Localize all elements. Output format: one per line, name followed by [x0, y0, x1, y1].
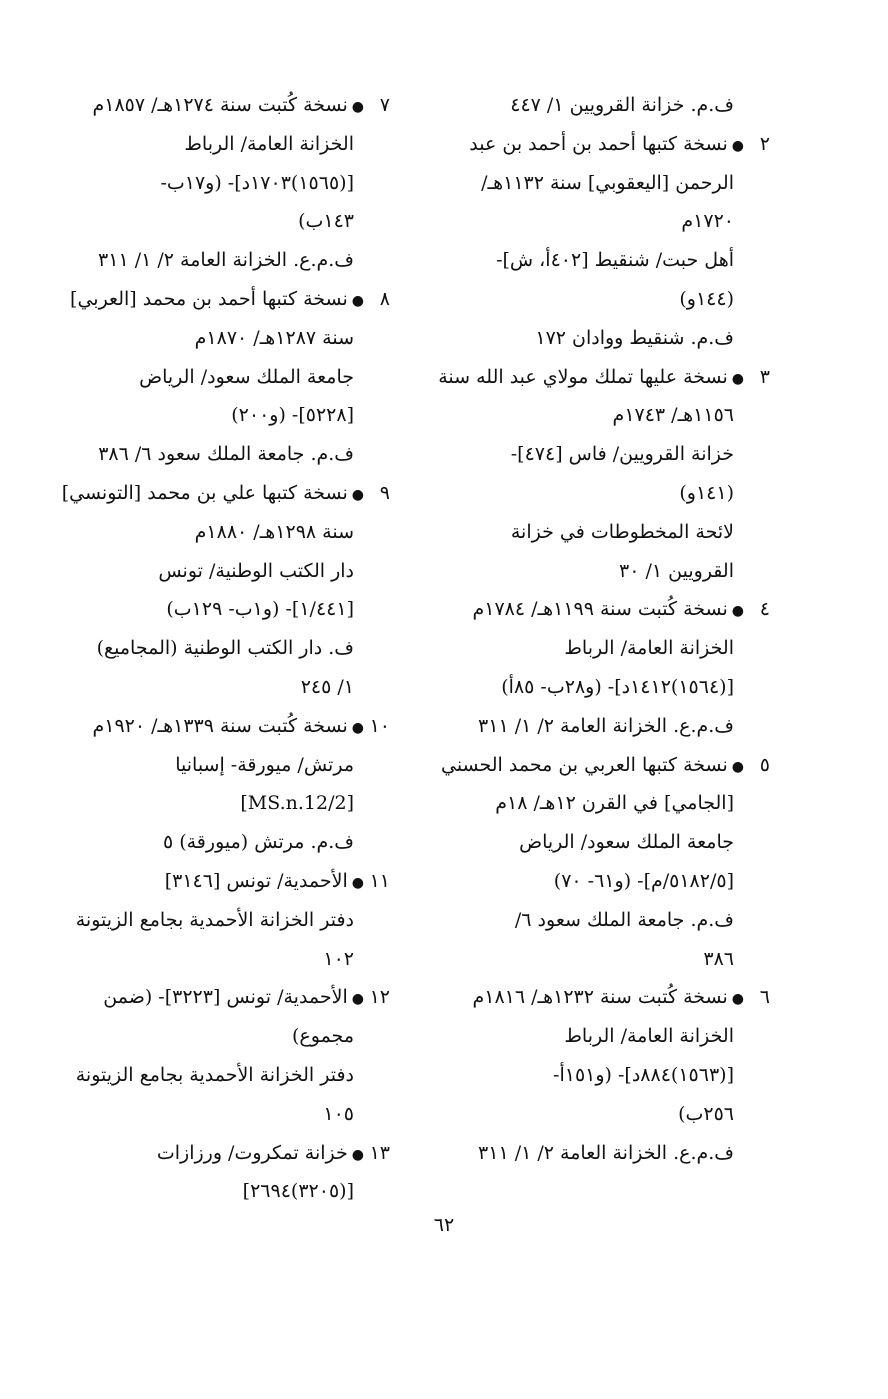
entry-number: ٦	[759, 986, 770, 1009]
entry-line: دفتر الخزانة الأحمدية بجامع الزيتونة	[75, 908, 354, 931]
entry-line: [(١٥٦٥)١٧٠٣د]- (و١٧ب-	[160, 171, 354, 194]
entry-line: [٥١٨٢/٥/م]- (و٦١- ٧٠)	[553, 869, 734, 892]
entry-first-line	[425, 125, 770, 164]
entry-line: ف.م.ع. الخزانة العامة ٢/ ١/ ٣١١	[98, 249, 354, 272]
entry-line: جامعة الملك سعود/ الرياض	[139, 365, 354, 388]
bullet-icon: ●	[351, 1146, 364, 1163]
entry-number: ١٠	[369, 714, 390, 737]
entry-line: الخزانة العامة/ الرباط	[564, 1025, 734, 1048]
entry-text: نسخة كُتبت سنة ١١٩٩هـ/ ١٧٨٤م	[472, 598, 728, 621]
entry-text: نسخة كُتبت سنة ١٢٣٢هـ/ ١٨١٦م	[472, 986, 728, 1009]
bullet-icon: ●	[731, 991, 744, 1008]
entry-line: [(١٥٦٤)١٤١٢د]- (و٢٨ب- ٨٥أ)	[501, 675, 734, 698]
entry-line: دفتر الخزانة الأحمدية بجامع الزيتونة	[75, 1063, 354, 1086]
bullet-icon: ●	[351, 719, 364, 736]
entry-number: ٧	[379, 94, 390, 116]
entry-first-line	[425, 978, 770, 1017]
entry-line: ف.م. مرتش (ميورقة) ٥	[162, 831, 354, 854]
entry-line: ف.م. جامعة الملك سعود ٦/ ٣٨٦	[98, 443, 354, 466]
entry-text: نسخة عليها تملك مولاي عبد الله سنة	[438, 365, 728, 388]
entry-text: خزانة تمكروت/ ورزازات	[156, 1141, 348, 1164]
entry-first-line	[45, 86, 390, 125]
entry-text: نسخة كتبها علي بن محمد [التونسي]	[61, 481, 348, 504]
entry-first-line	[45, 280, 390, 319]
entry-number: ٩	[379, 481, 390, 504]
entry-line: ٣٨٦	[703, 947, 734, 970]
entry-line: جامعة الملك سعود/ الرياض	[519, 831, 734, 854]
entry-line: ١١٥٦هـ/ ١٧٤٣م	[612, 404, 734, 427]
entry-first-line	[425, 746, 770, 785]
entry-text: الأحمدية/ تونس [٣٢٢٣]- (ضمن	[103, 986, 348, 1009]
entry-line: ١٤٣ب)	[298, 210, 354, 233]
entry-number: ١٣	[369, 1141, 390, 1164]
entry-line: [٥٢٢٨]- (و٢٠٠)	[231, 404, 354, 427]
entry-line: ١٧٢٠م	[681, 210, 734, 233]
entry-first-line	[45, 707, 390, 746]
entry-text: نسخة كُتبت سنة ١٣٣٩هـ/ ١٩٢٠م	[92, 714, 348, 737]
bullet-icon: ●	[731, 603, 744, 620]
page-number: ٦٢	[433, 1214, 455, 1236]
entry-line: القرويين ١/ ٣٠	[619, 559, 734, 582]
entry-text: نسخة كتبها أحمد بن أحمد بن عبد	[469, 132, 728, 155]
entry-line: [(٣٢٠٥)٢٦٩٤]	[242, 1180, 354, 1203]
left-column	[45, 86, 390, 1211]
entry-number: ١١	[369, 869, 390, 892]
entry-line: ف.م. جامعة الملك سعود ٦/	[514, 908, 734, 931]
entry-line: مرتش/ ميورقة- إسبانيا	[175, 753, 354, 776]
bullet-icon: ●	[351, 292, 364, 309]
entry-first-line	[45, 978, 390, 1017]
entry-text: نسخة كتبها أحمد بن محمد [العربي]	[70, 287, 348, 310]
entry-line: [(١٥٦٣)٨٨٤د]- (و١٥١أ-	[553, 1063, 734, 1086]
bullet-icon: ●	[351, 486, 364, 503]
entry-text: الأحمدية/ تونس [٣١٤٦]	[164, 869, 348, 892]
entry-line: خزانة القرويين/ فاس [٤٧٤]-	[510, 443, 734, 466]
bullet-icon: ●	[731, 370, 744, 387]
bullet-icon: ●	[351, 99, 364, 115]
entry-line: [MS.n.12/2]	[240, 792, 354, 815]
entry-line: [١/٤٤١]- (و١ب- ١٢٩ب)	[166, 598, 354, 621]
entry-line: سنة ١٢٨٧هـ/ ١٨٧٠م	[194, 326, 354, 349]
entry-line: (١٤١و)	[679, 481, 734, 504]
right-column	[425, 86, 770, 1172]
entry-line: ٢٥٦ب)	[678, 1102, 734, 1125]
entry-text: نسخة كتبها العربي بن محمد الحسني	[440, 753, 728, 776]
entry-line: سنة ١٢٩٨هـ/ ١٨٨٠م	[194, 520, 354, 543]
entry-line: ١٠٥	[323, 1102, 354, 1125]
entry-number: ١٢	[369, 986, 390, 1009]
entry-first-line	[425, 358, 770, 397]
bullet-icon: ●	[731, 137, 744, 154]
entry-line: مجموع)	[292, 1025, 354, 1048]
entry-first-line	[45, 1134, 390, 1173]
entry-line: الخزانة العامة/ الرباط	[564, 637, 734, 660]
entry-number: ٣	[759, 365, 770, 388]
entry-line: الرحمن [اليعقوبي] سنة ١١٣٢هـ/	[481, 171, 734, 194]
entry-line: ف. دار الكتب الوطنية (المجاميع)	[96, 637, 354, 660]
entry-first-line	[45, 862, 390, 901]
entry-line: ١/ ٢٤٥	[300, 675, 354, 698]
entry-line: [الجامي] في القرن ١٢هـ/ ١٨م	[495, 792, 734, 815]
entry-number: ٢	[759, 132, 770, 155]
entry-line: (١٤٤و)	[679, 287, 734, 310]
entry-line: ف.م.ع. الخزانة العامة ٢/ ١/ ٣١١	[478, 714, 734, 737]
entry-first-line	[425, 590, 770, 629]
bullet-icon: ●	[351, 991, 364, 1008]
bullet-icon: ●	[351, 874, 364, 891]
entry-line: ١٠٢	[323, 947, 354, 970]
entry-line: الخزانة العامة/ الرباط	[184, 132, 354, 155]
entry-number: ٤	[759, 598, 770, 621]
entry-line: ف.م. شنقيط ووادان ١٧٢	[535, 326, 734, 349]
entry-line: ف.م.ع. الخزانة العامة ٢/ ١/ ٣١١	[478, 1141, 734, 1164]
bullet-icon: ●	[731, 758, 744, 775]
entry-line: دار الكتب الوطنية/ تونس	[158, 559, 354, 582]
entry-number: ٨	[379, 287, 390, 310]
entry-line: أهل حبت/ شنقيط [٤٠٢أ، ش]-	[496, 249, 734, 272]
entry-line: لائحة المخطوطات في خزانة	[510, 520, 734, 543]
entry-number: ٥	[759, 753, 770, 776]
entry-line: ف.م. خزانة القرويين ١/ ٤٤٧	[510, 94, 734, 116]
entry-text: نسخة كُتبت سنة ١٢٧٤هـ/ ١٨٥٧م	[92, 94, 348, 116]
entry-first-line	[45, 474, 390, 513]
